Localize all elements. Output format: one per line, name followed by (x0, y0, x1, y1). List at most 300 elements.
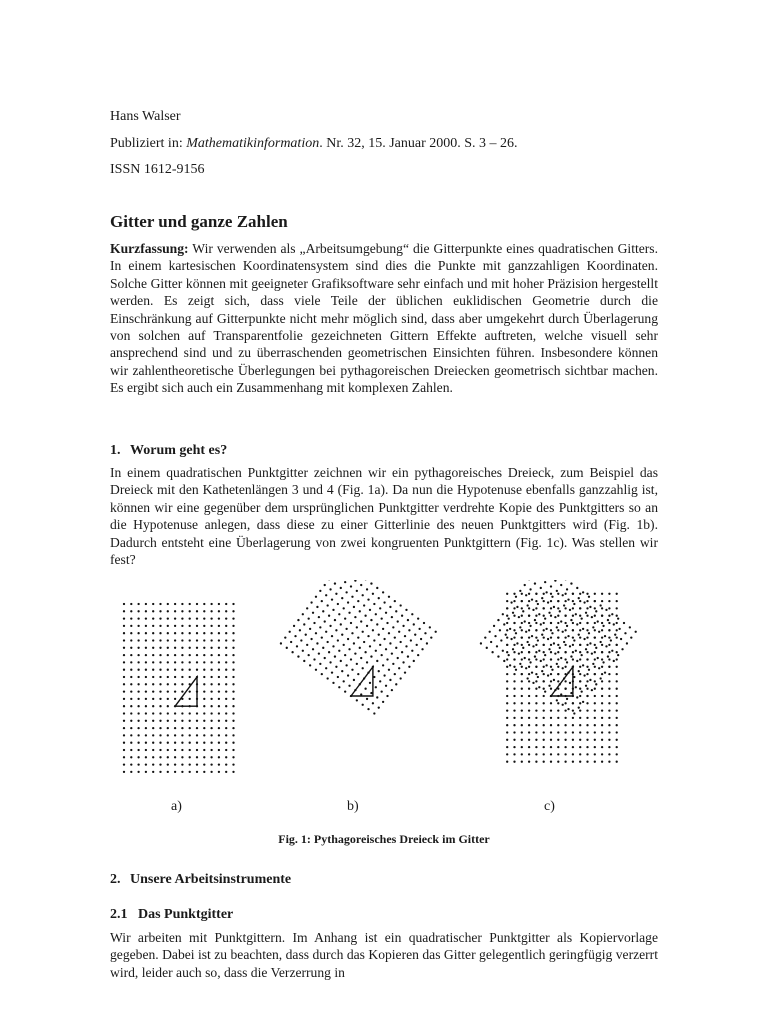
grid-dot (152, 690, 154, 692)
grid-dot (513, 746, 515, 748)
rotated-grid-dot (405, 609, 407, 611)
rotated-grid-dot (575, 686, 577, 688)
rotated-grid-dot (372, 629, 374, 631)
rotated-grid-dot (557, 673, 559, 675)
grid-dot (218, 661, 220, 663)
rotated-grid-dot (367, 635, 369, 637)
grid-dot (513, 724, 515, 726)
rotated-grid-dot (411, 650, 413, 652)
rotated-grid-dot (337, 639, 339, 641)
rotated-grid-dot (296, 645, 298, 647)
rotated-grid-dot (601, 651, 603, 653)
grid-dot (616, 702, 618, 704)
grid-dot (528, 629, 530, 631)
grid-dot (232, 712, 234, 714)
grid-dot (601, 688, 603, 690)
grid-dot (506, 746, 508, 748)
rotated-grid-dot (389, 642, 391, 644)
grid-dot (564, 702, 566, 704)
rotated-grid-dot (553, 606, 555, 608)
grid-dot (506, 636, 508, 638)
grid-dot (506, 739, 508, 741)
rotated-grid-dot (332, 609, 334, 611)
grid-dot (210, 625, 212, 627)
rotated-grid-dot (344, 654, 346, 656)
rotated-grid-dot (318, 653, 320, 655)
grid-dot (535, 702, 537, 704)
grid-dot (225, 742, 227, 744)
rotated-grid-dot (554, 616, 556, 618)
grid-dot (564, 593, 566, 595)
rotated-grid-dot (345, 664, 347, 666)
rotated-grid-dot (605, 645, 607, 647)
grid-dot (210, 610, 212, 612)
rotated-grid-dot (502, 650, 504, 652)
grid-dot (203, 720, 205, 722)
grid-dot (586, 753, 588, 755)
grid-dot (181, 676, 183, 678)
rotated-grid-dot (599, 677, 601, 679)
grid-dot (586, 702, 588, 704)
rotated-grid-dot (366, 698, 368, 700)
grid-dot (232, 749, 234, 751)
grid-dot (528, 702, 530, 704)
rotated-grid-dot (525, 631, 527, 633)
rotated-grid-dot (343, 644, 345, 646)
rotated-grid-dot (605, 609, 607, 611)
rotated-grid-dot (399, 604, 401, 606)
grid-dot (145, 676, 147, 678)
rotated-grid-dot (360, 620, 362, 622)
rotated-grid-dot (528, 651, 530, 653)
grid-dot (174, 698, 176, 700)
grid-dot (521, 702, 523, 704)
rotated-grid-dot (608, 666, 610, 668)
grid-dot (152, 676, 154, 678)
rotated-grid-dot (591, 689, 593, 691)
rotated-grid-dot (297, 655, 299, 657)
grid-dot (535, 753, 537, 755)
grid-dot (616, 739, 618, 741)
rotated-grid-dot (588, 596, 590, 598)
grid-dot (521, 717, 523, 719)
grid-dot (152, 661, 154, 663)
rotated-grid-dot (480, 642, 482, 644)
grid-dot (535, 658, 537, 660)
grid-dot (513, 629, 515, 631)
rotated-grid-dot (322, 610, 324, 612)
grid-dot (130, 683, 132, 685)
grid-dot (181, 734, 183, 736)
rotated-grid-dot (335, 629, 337, 631)
grid-dot (145, 749, 147, 751)
rotated-grid-dot (519, 663, 521, 665)
rotated-grid-dot (508, 617, 510, 619)
rotated-grid-dot (532, 645, 534, 647)
grid-dot (550, 615, 552, 617)
grid-dot (232, 720, 234, 722)
grid-dot (159, 610, 161, 612)
rotated-grid-dot (576, 696, 578, 698)
grid-dot (616, 724, 618, 726)
grid-dot (189, 734, 191, 736)
rotated-grid-dot (531, 671, 533, 673)
rotated-grid-dot (579, 644, 581, 646)
grid-dot (557, 622, 559, 624)
rotated-grid-dot (582, 628, 584, 630)
grid-dot (543, 753, 545, 755)
grid-dot (513, 600, 515, 602)
grid-dot (167, 756, 169, 758)
grid-dot (616, 658, 618, 660)
rotated-grid-dot (293, 625, 295, 627)
rotated-grid-dot (543, 644, 545, 646)
grid-dot (174, 690, 176, 692)
rotated-grid-dot (521, 600, 523, 602)
rotated-grid-dot (572, 629, 574, 631)
grid-dot (594, 717, 596, 719)
grid-dot (543, 666, 545, 668)
rotated-grid-dot (526, 677, 528, 679)
grid-dot (130, 705, 132, 707)
rotated-grid-dot (309, 664, 311, 666)
grid-dot (513, 695, 515, 697)
rotated-grid-dot (524, 584, 526, 586)
grid-dot (130, 763, 132, 765)
grid-dot (218, 654, 220, 656)
grid-dot (167, 639, 169, 641)
rotated-grid-dot (579, 680, 581, 682)
rotated-grid-dot (325, 667, 327, 669)
grid-dot (167, 742, 169, 744)
rotated-grid-dot (408, 666, 410, 668)
rotated-grid-dot (357, 673, 359, 675)
grid-dot (557, 739, 559, 741)
rotated-grid-dot (621, 648, 623, 650)
grid-dot (579, 761, 581, 763)
grid-dot (564, 724, 566, 726)
grid-dot (137, 727, 139, 729)
grid-dot (203, 727, 205, 729)
rotated-grid-dot (418, 628, 420, 630)
grid-dot (513, 666, 515, 668)
grid-dot (159, 669, 161, 671)
rotated-grid-dot (343, 680, 345, 682)
rotated-grid-dot (353, 642, 355, 644)
grid-dot (601, 666, 603, 668)
rotated-grid-dot (538, 650, 540, 652)
rotated-grid-dot (334, 619, 336, 621)
rotated-grid-dot (381, 654, 383, 656)
grid-dot (218, 771, 220, 773)
grid-dot (123, 603, 125, 605)
grid-dot (196, 669, 198, 671)
rotated-grid-dot (297, 619, 299, 621)
rotated-grid-dot (338, 650, 340, 652)
grid-dot (601, 717, 603, 719)
rotated-grid-dot (302, 613, 304, 615)
rotated-grid-dot (617, 617, 619, 619)
grid-dot (225, 720, 227, 722)
grid-dot (130, 720, 132, 722)
grid-dot (225, 771, 227, 773)
grid-dot (137, 639, 139, 641)
rotated-grid-dot (394, 600, 396, 602)
grid-dot (557, 709, 559, 711)
rotated-grid-dot (354, 653, 356, 655)
grid-dot (123, 698, 125, 700)
rotated-grid-dot (543, 680, 545, 682)
grid-dot (167, 698, 169, 700)
rotated-grid-dot (601, 615, 603, 617)
rotated-grid-dot (594, 600, 596, 602)
rotated-grid-dot (541, 634, 543, 636)
grid-dot (145, 756, 147, 758)
grid-dot (181, 756, 183, 758)
grid-dot (218, 610, 220, 612)
rotated-grid-dot (535, 593, 537, 595)
grid-dot (159, 661, 161, 663)
rotated-grid-dot (335, 593, 337, 595)
grid-dot (210, 727, 212, 729)
grid-dot (564, 746, 566, 748)
grid-dot (189, 756, 191, 758)
rotated-grid-dot (362, 631, 364, 633)
grid-dot (225, 669, 227, 671)
grid-dot (159, 625, 161, 627)
rotated-grid-dot (309, 628, 311, 630)
grid-dot (174, 734, 176, 736)
rotated-grid-dot (516, 642, 518, 644)
rotated-grid-dot (395, 647, 397, 649)
author-name: Hans Walser (110, 109, 181, 124)
grid-dot (506, 600, 508, 602)
grid-dot (579, 600, 581, 602)
grid-dot (137, 603, 139, 605)
grid-dot (145, 639, 147, 641)
grid-dot (152, 763, 154, 765)
grid-dot (225, 749, 227, 751)
grid-dot (232, 690, 234, 692)
grid-dot (586, 680, 588, 682)
rotated-grid-dot (563, 641, 565, 643)
grid-dot (210, 683, 212, 685)
grid-dot (586, 651, 588, 653)
rotated-grid-dot (604, 671, 606, 673)
grid-dot (167, 771, 169, 773)
grid-dot (159, 727, 161, 729)
grid-dot (152, 632, 154, 634)
grid-dot (608, 746, 610, 748)
rotated-grid-dot (586, 695, 588, 697)
grid-dot (579, 688, 581, 690)
rotated-grid-dot (376, 623, 378, 625)
rotated-grid-dot (357, 600, 359, 602)
grid-dot (137, 625, 139, 627)
grid-dot (579, 724, 581, 726)
grid-dot (218, 625, 220, 627)
grid-dot (557, 761, 559, 763)
grid-dot (608, 644, 610, 646)
grid-dot (616, 688, 618, 690)
grid-dot (608, 636, 610, 638)
grid-dot (232, 734, 234, 736)
grid-dot (159, 742, 161, 744)
grid-dot (218, 639, 220, 641)
grid-dot (557, 731, 559, 733)
grid-dot (557, 651, 559, 653)
rotated-grid-dot (586, 658, 588, 660)
grid-dot (145, 683, 147, 685)
grid-dot (203, 632, 205, 634)
rotated-grid-dot (532, 682, 534, 684)
grid-dot (225, 625, 227, 627)
grid-dot (572, 709, 574, 711)
rotated-grid-dot (526, 604, 528, 606)
grid-dot (174, 610, 176, 612)
grid-dot (167, 690, 169, 692)
rotated-grid-dot (556, 699, 558, 701)
rotated-grid-dot (420, 638, 422, 640)
rotated-grid-dot (312, 648, 314, 650)
grid-dot (152, 698, 154, 700)
grid-dot (616, 593, 618, 595)
grid-dot (145, 654, 147, 656)
rotated-grid-dot (348, 685, 350, 687)
rotated-grid-dot (510, 638, 512, 640)
grid-dot (174, 756, 176, 758)
grid-dot (579, 673, 581, 675)
grid-dot (174, 654, 176, 656)
rotated-grid-dot (575, 650, 577, 652)
grid-dot (196, 639, 198, 641)
grid-dot (159, 734, 161, 736)
grid-dot (601, 680, 603, 682)
rotated-grid-dot (354, 616, 356, 618)
rotated-grid-dot (595, 647, 597, 649)
rotated-grid-dot (315, 669, 317, 671)
grid-dot (232, 683, 234, 685)
grid-dot (579, 622, 581, 624)
rotated-grid-dot (347, 674, 349, 676)
rotated-grid-dot (493, 625, 495, 627)
rotated-grid-dot (556, 626, 558, 628)
rotated-grid-dot (572, 593, 574, 595)
grid-dot (513, 680, 515, 682)
grid-dot (159, 676, 161, 678)
grid-dot (550, 600, 552, 602)
grid-dot (203, 617, 205, 619)
grid-dot (123, 654, 125, 656)
rotated-grid-dot (588, 669, 590, 671)
grid-dot (225, 734, 227, 736)
rotated-grid-dot (506, 607, 508, 609)
grid-dot (130, 742, 132, 744)
grid-dot (528, 680, 530, 682)
grid-dot (550, 724, 552, 726)
grid-dot (572, 658, 574, 660)
rotated-grid-dot (416, 644, 418, 646)
grid-dot (616, 761, 618, 763)
grid-dot (608, 753, 610, 755)
grid-dot (152, 683, 154, 685)
grid-dot (608, 724, 610, 726)
grid-dot (586, 673, 588, 675)
abstract-text: Wir verwenden als „Arbeitsumgebung“ die Gitterpunkte eines quadratischen Gitters. In einem kartesischen Koordinatensystem sind dies die Punkte mit ganzzahligen Koordinaten. Solche Gitter können mit geeigneter Grafiksoftware sehr einfach und mit hoher Präzision hergestellt werden. Es zeigt sich, dass viele Teile der üblichen euklidischen Geometrie durch die Einschränkung auf Gitterpunkte nicht mehr möglich sind, dass aber umgekehrt durch Überlagerung von solchen auf Transparentfolie gezeichneten Gittern Effekte auftreten, welche visuell sehr ansprechend sind und zu überraschenden geometrischen Einsichten führen. Insbesondere können wir zahlentheoretische Überlegungen bei pythagoreischen Dreiecken geometrisch sichtbar machen. Es ergibt sich auch ein Zusammenhang mit komplexen Zahlen. (110, 241, 658, 396)
rotated-grid-dot (497, 655, 499, 657)
grid-dot (203, 603, 205, 605)
grid-dot (123, 690, 125, 692)
grid-dot (210, 712, 212, 714)
grid-dot (232, 632, 234, 634)
grid-dot (218, 690, 220, 692)
grid-dot (167, 749, 169, 751)
grid-dot (594, 680, 596, 682)
grid-dot (564, 666, 566, 668)
rotated-grid-dot (489, 631, 491, 633)
grid-dot (159, 632, 161, 634)
grid-dot (557, 753, 559, 755)
rotated-grid-dot (611, 650, 613, 652)
grid-dot (159, 712, 161, 714)
grid-dot (203, 771, 205, 773)
figure-1c-overlay-grid (455, 580, 665, 800)
grid-dot (167, 683, 169, 685)
grid-dot (218, 705, 220, 707)
rotated-grid-dot (378, 707, 380, 709)
grid-dot (210, 669, 212, 671)
rotated-grid-dot (398, 631, 400, 633)
grid-dot (572, 761, 574, 763)
rotated-grid-dot (401, 651, 403, 653)
rotated-grid-dot (381, 617, 383, 619)
grid-dot (543, 709, 545, 711)
rotated-grid-dot (519, 590, 521, 592)
grid-dot (521, 746, 523, 748)
grid-dot (608, 658, 610, 660)
grid-dot (586, 615, 588, 617)
grid-dot (159, 639, 161, 641)
rotated-grid-dot (318, 616, 320, 618)
rotated-grid-dot (585, 612, 587, 614)
grid-dot (513, 702, 515, 704)
grid-dot (550, 593, 552, 595)
grid-dot (506, 629, 508, 631)
figure-label-a: a) (171, 799, 182, 814)
grid-dot (123, 705, 125, 707)
grid-dot (225, 610, 227, 612)
rotated-grid-dot (331, 635, 333, 637)
rotated-grid-dot (335, 666, 337, 668)
grid-dot (203, 639, 205, 641)
rotated-grid-dot (375, 686, 377, 688)
grid-dot (572, 607, 574, 609)
grid-dot (557, 666, 559, 668)
grid-dot (594, 739, 596, 741)
grid-dot (225, 763, 227, 765)
grid-dot (167, 763, 169, 765)
grid-dot (572, 753, 574, 755)
figure-1a-square-grid (100, 590, 260, 800)
grid-dot (225, 756, 227, 758)
grid-dot (586, 688, 588, 690)
rotated-grid-dot (529, 588, 531, 590)
rotated-grid-dot (379, 680, 381, 682)
grid-dot (232, 639, 234, 641)
rotated-grid-dot (389, 606, 391, 608)
grid-dot (579, 593, 581, 595)
grid-dot (521, 724, 523, 726)
